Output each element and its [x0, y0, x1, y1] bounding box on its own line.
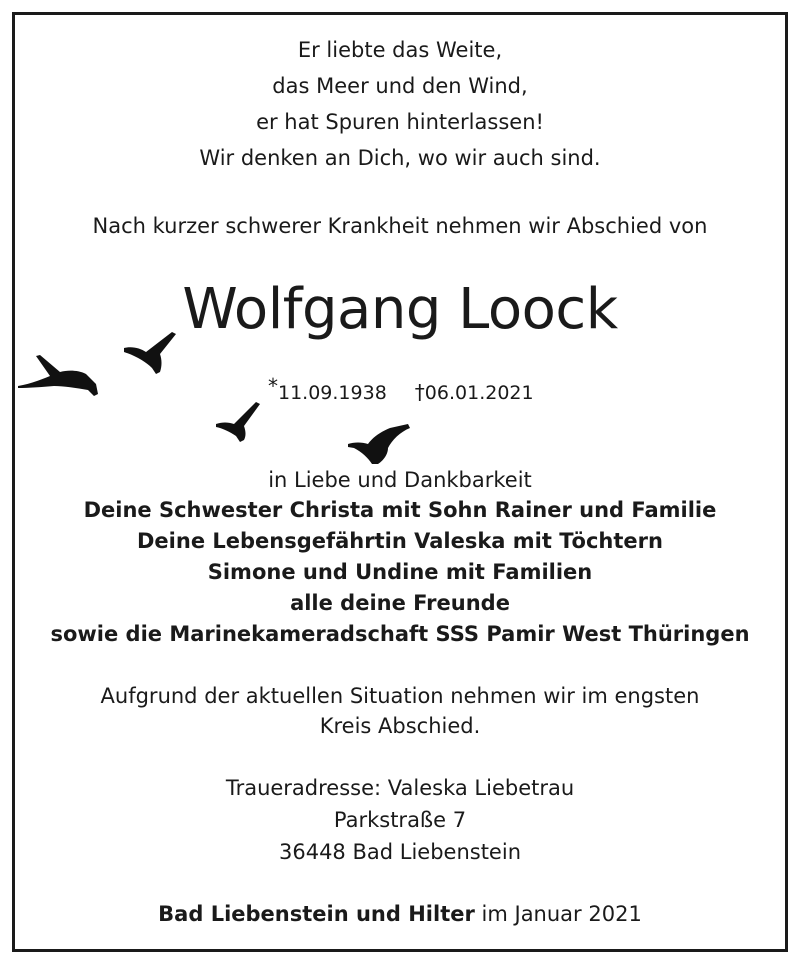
farewell-intro: Nach kurzer schwerer Krankheit nehmen wir Abschied von — [92, 214, 708, 238]
birth-date: 11.09.1938 — [278, 382, 387, 404]
notice-line-1: Aufgrund der aktuellen Situation nehmen wir im engsten — [100, 684, 700, 708]
goose-icon — [16, 350, 100, 402]
mourner-line-5: sowie die Marinekameradschaft SSS Pamir West Thüringen — [50, 622, 750, 646]
poem-line-3: er hat Spuren hinterlassen! — [256, 110, 544, 134]
life-dates — [268, 374, 534, 407]
mourner-line-1: Deine Schwester Christa mit Sohn Rainer und Familie — [83, 498, 717, 522]
poem-line-2: das Meer und den Wind, — [272, 74, 528, 98]
mourner-line-2: Deine Lebensgefährtin Valeska mit Töchtern — [137, 529, 663, 553]
deceased-name: Wolfgang Loock — [182, 277, 618, 342]
mourner-line-3: Simone und Undine mit Familien — [207, 560, 593, 584]
mourners-intro: in Liebe und Dankbarkeit — [268, 468, 532, 492]
goose-icon — [214, 400, 264, 442]
poem-line-4: Wir denken an Dich, wo wir auch sind. — [199, 146, 601, 170]
poem-line-1: Er liebte das Weite, — [297, 38, 503, 62]
death-date: 06.01.2021 — [424, 382, 534, 404]
goose-icon — [122, 330, 182, 376]
closing-date: im Januar 2021 — [481, 902, 642, 926]
closing-line — [0, 900, 800, 928]
mourner-line-4: alle deine Freunde — [290, 591, 510, 615]
birth-symbol: * — [268, 374, 278, 398]
closing-places: Bad Liebenstein und Hilter — [158, 902, 475, 926]
goose-icon — [346, 422, 412, 466]
address-line-1: Traueradresse: Valeska Liebetrau — [225, 776, 575, 800]
address-street: Parkstraße 7 — [333, 808, 467, 832]
notice-line-2: Kreis Abschied. — [319, 714, 481, 738]
death-symbol: † — [414, 380, 425, 404]
address-city: 36448 Bad Liebenstein — [278, 840, 521, 864]
